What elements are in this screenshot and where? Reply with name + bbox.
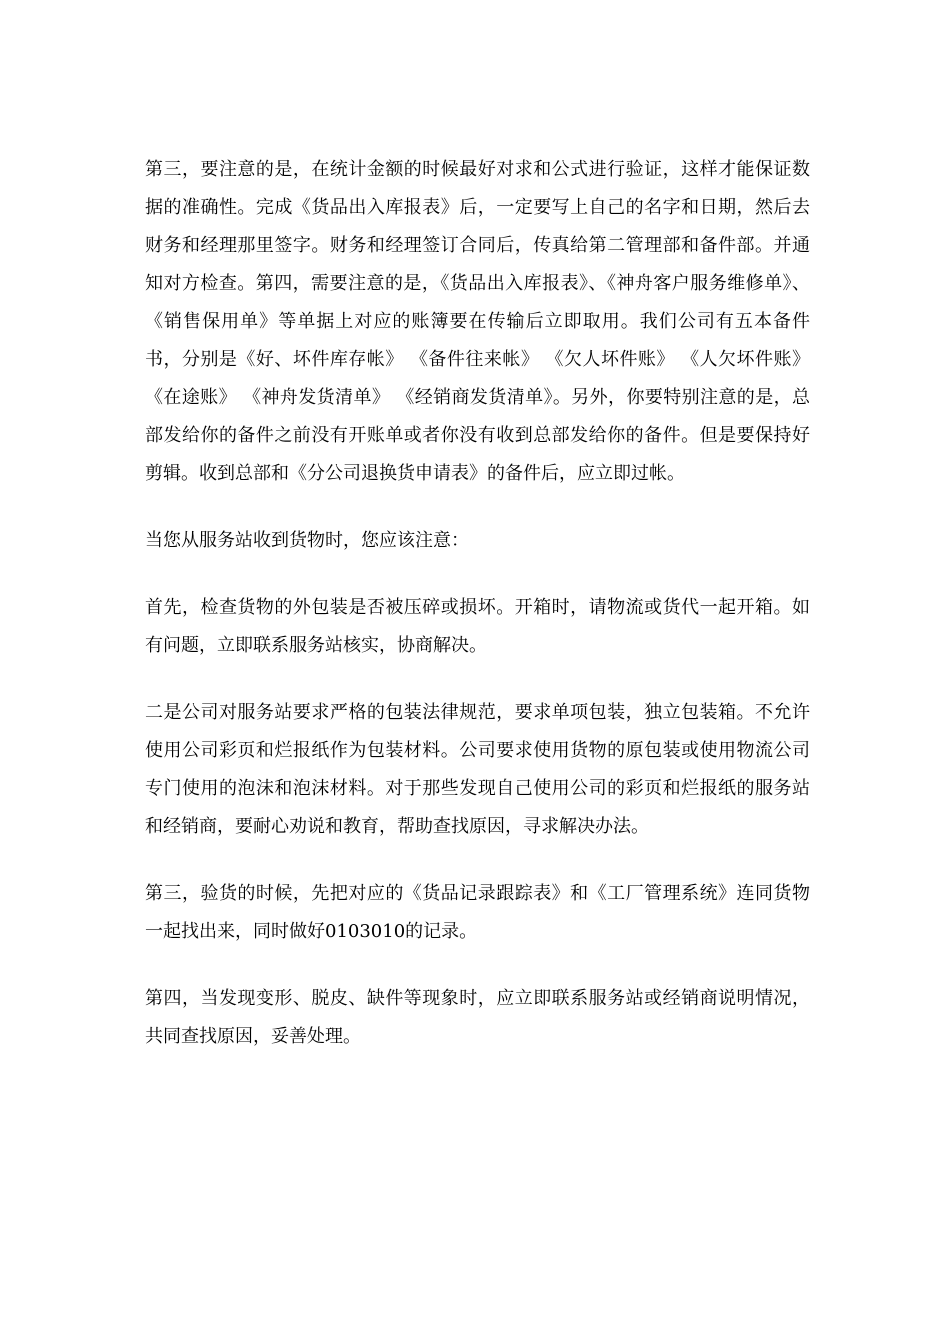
paragraph-2: 当您从服务站收到货物时，您应该注意： xyxy=(145,530,469,551)
paragraph-1: 第三，要注意的是，在统计金额的时候最好对求和公式进行验证，这样才能保证数据的准确性。完成《货品出入库报表》后，一定要写上自己的名字和日期，然后去财务和经理那里签字。财务和经理签订合同后，传真给第二管理部和备件部。并通知对方检查。第四，需要注意的是，《货品出入库报表》、《神舟客户服务维修单》、《销售保用单》等单据上对应的账簿要在传输后立即取用。我们公司有五本备件书，分别是《好、坏件库存帐》 《备件往来帐》 《欠人坏件账》 《人欠坏件账》 《在途账》 《神舟发货清单》 《经销商发货清单》。另外，你要特别注意的是，总部发给你的备件之前没有开账单或者你没有收到总部发给你的备件。但是要保持好剪辑。收到总部和《分公司退换货申请表》的备件后，应立即过帐。 xyxy=(145,159,810,484)
document-body xyxy=(145,151,810,1085)
paragraph-6: 第四，当发现变形、脱皮、缺件等现象时，应立即联系服务站或经销商说明情况，共同查找原因，妥善处理。 xyxy=(145,988,810,1047)
paragraph-4: 二是公司对服务站要求严格的包装法律规范，要求单项包装，独立包装箱。不允许使用公司彩页和烂报纸作为包装材料。公司要求使用货物的原包装或使用物流公司专门使用的泡沫和泡沫材料。对于那些发现自己使用公司的彩页和烂报纸的服务站和经销商，要耐心劝说和教育，帮助查找原因，寻求解决办法。 xyxy=(145,702,810,837)
paragraph-5: 第三，验货的时候，先把对应的《货品记录跟踪表》和《工厂管理系统》连同货物一起找出来，同时做好0103010的记录。 xyxy=(145,883,810,942)
paragraph-3: 首先，检查货物的外包装是否被压碎或损坏。开箱时，请物流或货代一起开箱。如有问题，立即联系服务站核实，协商解决。 xyxy=(145,597,810,656)
